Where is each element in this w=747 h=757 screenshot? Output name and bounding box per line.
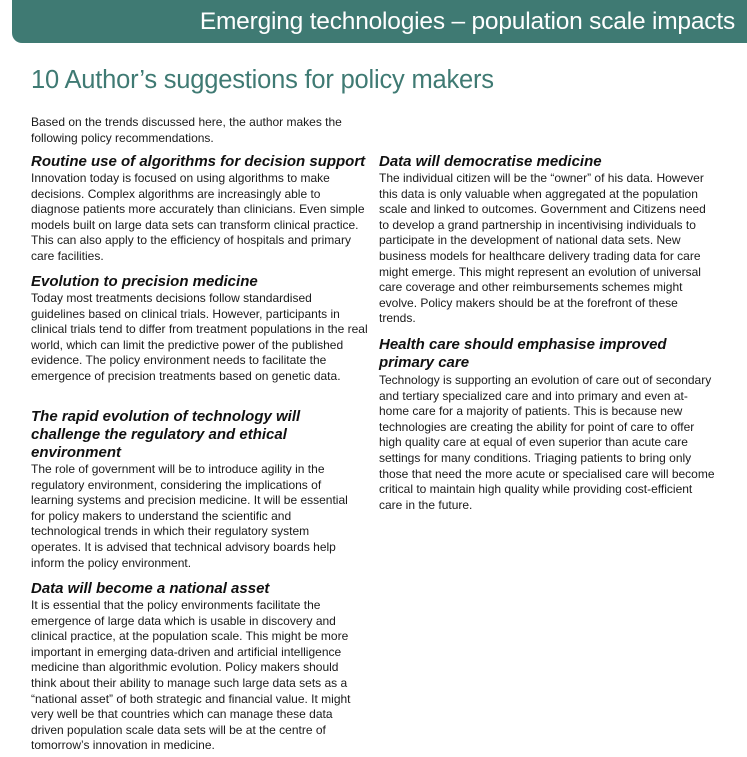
section-heading-national-asset: Data will become a national asset <box>31 580 270 597</box>
section-body-primary-care: Technology is supporting an evolution of care out of secondary and tertiary specialized care and into primary and even at-home care for a majority of patients. This is because new technologies are creating the ability for point of care to offer high quality care at equal of even superior than acute care settings for many conditions. Triaging patients to bring only those that need the more acute or specialised care will become critical to maintain high quality while providing cost-efficient care in the future. <box>379 373 715 512</box>
intro-paragraph: Based on the trends discussed here, the author makes the following policy recommendations. <box>31 115 342 145</box>
section-body-algorithms: Innovation today is focused on using algorithms to make decisions. Complex algorithms are increasingly able to diagnose patients more accurately than clinicians. Even simple models built on large data sets can transform clinical practice. This can also apply to the efficiency of hospitals and primary care facilities. <box>31 171 365 263</box>
section-heading-democratise: Data will democratise medicine <box>379 153 602 170</box>
section-body-national-asset: It is essential that the policy environments facilitate the emergence of large data which is usable in discovery and clinical practice, at the population scale. This might be more important in emerging data-driven and artificial intelligence medicine than algorithmic evolution. Policy makers should think about their ability to manage such large data sets as a “national asset” of both strategic and financial value. It might very well be that countries which can manage these data driven population scale data sets will be at the centre of tomorrow’s innovation in medicine. <box>31 598 351 753</box>
section-heading-algorithms: Routine use of algorithms for decision support <box>31 153 366 170</box>
section-body-democratise: The individual citizen will be the “owner” of his data. However this data is only valuable when aggregated at the population scale and linked to outcomes. Government and Citizens need to develop a grand partnership in incentivising individuals to participate in the development of national data sets. New business models for healthcare delivery trading data for care might emerge. This might represent an evolution of universal care coverage and other reimbursements schemes might evolve. Policy makers should be at the forefront of these trends. <box>379 171 706 326</box>
section-heading-primary-care: Health care should emphasise improved primary care <box>379 336 667 371</box>
page-title: 10 Author’s suggestions for policy makers <box>31 66 494 94</box>
section-body-regulatory: The role of government will be to introduce agility in the regulatory environment, considering the implications of learning systems and precision medicine. It will be essential for policy makers to understand the scientific and technological trends in which their regulatory system operates. It is advised that technical advisory boards help inform the policy environment. <box>31 462 348 570</box>
section-heading-precision-medicine: Evolution to precision medicine <box>31 273 258 290</box>
section-heading-regulatory: The rapid evolution of technology will challenge the regulatory and ethical environment <box>31 408 301 461</box>
section-body-precision-medicine: Today most treatments decisions follow standardised guidelines based on clinical trials. However, participants in clinical trials tend to differ from treatment populations in the real world, which can limit the predictive power of the published evidence. The policy environment needs to facilitate the emergence of precision treatments based on genetic data. <box>31 291 368 383</box>
banner-title: Emerging technologies – population scale impacts <box>199 7 735 35</box>
section-banner <box>12 0 747 43</box>
